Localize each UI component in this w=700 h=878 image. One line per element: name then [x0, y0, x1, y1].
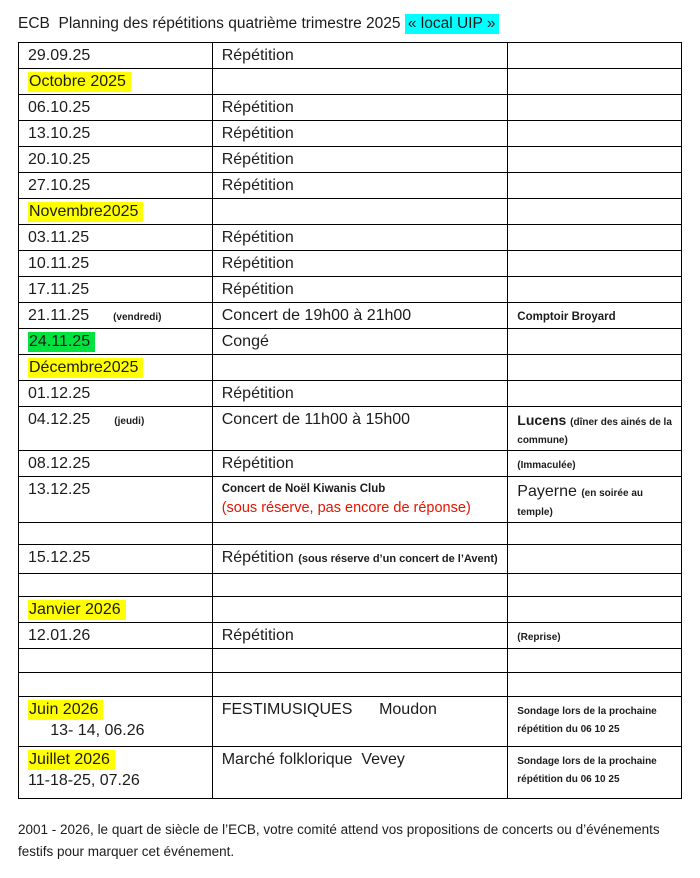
table-cell-c2 — [213, 69, 509, 95]
table-row — [19, 173, 682, 199]
table-cell-c3 — [508, 545, 682, 574]
cell-text: (Immaculée) — [517, 460, 576, 471]
cell-text: 08.12.25 — [28, 455, 91, 472]
table-cell-c2 — [213, 121, 509, 147]
table-row — [19, 381, 682, 407]
table-row — [19, 303, 682, 329]
table-cell-c2 — [213, 477, 509, 523]
table-cell-c3 — [508, 574, 682, 597]
table-row — [19, 43, 682, 69]
cell-text: Répétition — [221, 385, 294, 402]
table-cell-c3 — [508, 225, 682, 251]
cell-line — [28, 331, 206, 352]
highlighted-text: Juin 2026 — [28, 700, 103, 720]
cell-line — [28, 253, 206, 274]
cell-line — [28, 547, 206, 568]
table-cell-c2 — [213, 199, 509, 225]
table-cell-c3 — [508, 697, 682, 747]
cell-line — [222, 305, 502, 326]
cell-line — [28, 149, 206, 170]
table-cell-c3 — [508, 95, 682, 121]
table-cell-c2 — [213, 623, 509, 649]
cell-line — [222, 547, 502, 568]
cell-line — [28, 357, 206, 378]
cell-text: Répétition — [221, 229, 294, 246]
table-row — [19, 697, 682, 747]
table-cell-c2 — [213, 574, 509, 597]
table-cell-c2 — [213, 747, 509, 799]
cell-text: Concert de 11h00 à 15h00 — [221, 411, 411, 428]
table-cell-c2 — [213, 381, 509, 407]
cell-text: (vendredi) — [113, 312, 162, 323]
table-cell-c2 — [213, 407, 509, 451]
table-cell-c3 — [508, 121, 682, 147]
cell-text: 06.10.25 — [28, 99, 91, 116]
cell-text: 12.01.26 — [28, 627, 91, 644]
cell-text: 17.11.25 — [28, 281, 90, 298]
cell-line — [517, 455, 675, 473]
cell-text: Répétition — [221, 47, 294, 64]
cell-line — [28, 383, 206, 404]
table-cell-c1 — [19, 574, 213, 597]
table-cell-c2 — [213, 451, 509, 477]
table-cell-c1 — [19, 523, 213, 545]
cell-line — [517, 481, 675, 520]
cell-text: Concert de Noël Kiwanis Club — [221, 483, 386, 495]
table-cell-c3 — [508, 199, 682, 225]
table-row — [19, 649, 682, 673]
cell-line — [28, 749, 206, 770]
table-cell-c3 — [508, 147, 682, 173]
table-row — [19, 329, 682, 355]
highlighted-text: Juillet 2026 — [28, 750, 115, 770]
cell-line — [222, 97, 502, 118]
cell-line — [222, 749, 502, 770]
cell-line — [28, 123, 206, 144]
table-row — [19, 574, 682, 597]
table-row — [19, 407, 682, 451]
cell-text: 27.10.25 — [28, 177, 91, 194]
table-cell-c2 — [213, 523, 509, 545]
table-cell-c1 — [19, 225, 213, 251]
cell-text: 21.11.25 — [28, 307, 90, 324]
cell-text: (dîner des ainés de la commune) — [517, 417, 675, 446]
cell-text: 13.10.25 — [28, 125, 91, 142]
table-cell-c2 — [213, 545, 509, 574]
cell-line — [28, 479, 206, 500]
cell-text: Répétition — [221, 455, 294, 472]
table-row — [19, 69, 682, 95]
cell-text: 11-18-25, 07.26 — [28, 772, 140, 789]
table-cell-c1 — [19, 95, 213, 121]
table-cell-c1 — [19, 173, 213, 199]
highlighted-text: Janvier 2026 — [28, 600, 126, 620]
cell-line — [28, 699, 206, 720]
table-cell-c3 — [508, 173, 682, 199]
table-cell-c3 — [508, 69, 682, 95]
cell-line — [517, 627, 675, 645]
cell-text: Sondage lors de la prochaine répétition du 06 10 25 — [517, 756, 660, 785]
cell-text: 10.11.25 — [28, 255, 90, 272]
table-cell-c1 — [19, 623, 213, 649]
cell-text: (jeudi) — [114, 416, 145, 427]
cell-line — [517, 411, 675, 448]
cell-text: 13- 14, 06.26 — [28, 722, 145, 739]
cell-text: Répétition — [221, 99, 294, 116]
cell-line — [222, 175, 502, 196]
table-cell-c3 — [508, 597, 682, 623]
table-cell-c2 — [213, 597, 509, 623]
table-cell-c3 — [508, 407, 682, 451]
title-text: ECB Planning des répétitions quatrième trimestre 2025 — [18, 15, 405, 32]
table-cell-c2 — [213, 355, 509, 381]
table-cell-c1 — [19, 747, 213, 799]
table-cell-c1 — [19, 673, 213, 697]
cell-text: Répétition — [221, 151, 294, 168]
table-cell-c3 — [508, 43, 682, 69]
table-row — [19, 225, 682, 251]
table-cell-c1 — [19, 329, 213, 355]
cell-line — [28, 71, 206, 92]
table-cell-c2 — [213, 673, 509, 697]
cell-text: 03.11.25 — [28, 229, 90, 246]
cell-text: Payerne — [517, 483, 582, 500]
title-highlight-local-uip: « local UIP » — [405, 14, 500, 34]
table-cell-c3 — [508, 523, 682, 545]
cell-line — [28, 625, 206, 646]
cell-line — [222, 625, 502, 646]
cell-text: Congé — [221, 333, 269, 350]
table-cell-c3 — [508, 277, 682, 303]
table-cell-c3 — [508, 747, 682, 799]
cell-line — [222, 227, 502, 248]
table-cell-c1 — [19, 147, 213, 173]
table-cell-c2 — [213, 277, 509, 303]
table-cell-c2 — [213, 173, 509, 199]
table-cell-c2 — [213, 95, 509, 121]
table-cell-c3 — [508, 623, 682, 649]
cell-text: FESTIMUSIQUES Moudon — [221, 701, 437, 718]
cell-text: Répétition — [221, 549, 299, 566]
cell-line — [28, 720, 206, 741]
cell-line — [222, 409, 502, 430]
table-cell-c1 — [19, 199, 213, 225]
table-cell-c3 — [508, 251, 682, 277]
cell-line — [222, 331, 502, 352]
table-cell-c3 — [508, 673, 682, 697]
cell-text: Marché folklorique Vevey — [221, 751, 405, 768]
table-cell-c1 — [19, 121, 213, 147]
cell-text: Lucens — [517, 412, 571, 428]
cell-text: 13.12.25 — [28, 481, 91, 498]
cell-line — [28, 201, 206, 222]
cell-text: Répétition — [221, 177, 294, 194]
cell-text: (sous réserve d’un concert de l’Avent) — [298, 553, 498, 565]
cell-line — [28, 599, 206, 620]
table-row — [19, 747, 682, 799]
highlighted-text: Octobre 2025 — [28, 72, 131, 92]
planning-table — [18, 42, 682, 799]
cell-line — [222, 279, 502, 300]
cell-line — [222, 479, 502, 498]
table-cell-c3 — [508, 303, 682, 329]
cell-text: (sous réserve, pas encore de réponse) — [221, 500, 471, 516]
cell-line — [517, 701, 675, 737]
cell-line — [517, 751, 675, 787]
table-row — [19, 251, 682, 277]
table-cell-c2 — [213, 303, 509, 329]
table-cell-c1 — [19, 303, 213, 329]
cell-line — [222, 253, 502, 274]
cell-text: Répétition — [221, 281, 294, 298]
table-row — [19, 121, 682, 147]
table-row — [19, 545, 682, 574]
cell-line — [28, 409, 206, 430]
table-cell-c1 — [19, 407, 213, 451]
table-cell-c2 — [213, 147, 509, 173]
table-cell-c2 — [213, 649, 509, 673]
cell-line — [222, 383, 502, 404]
table-row — [19, 355, 682, 381]
cell-text: Répétition — [221, 125, 294, 142]
highlighted-text: 24.11.25 — [28, 332, 95, 352]
cell-text: Sondage lors de la prochaine répétition du 06 10 25 — [517, 706, 660, 735]
cell-text: Concert de 19h00 à 21h00 — [221, 307, 412, 324]
cell-text: Répétition — [221, 255, 294, 272]
cell-text: 29.09.25 — [28, 47, 91, 64]
table-row — [19, 673, 682, 697]
cell-text: 01.12.25 — [28, 385, 91, 402]
table-row — [19, 523, 682, 545]
table-row — [19, 199, 682, 225]
table-cell-c1 — [19, 251, 213, 277]
table-cell-c2 — [213, 225, 509, 251]
table-cell-c1 — [19, 277, 213, 303]
cell-line — [222, 149, 502, 170]
cell-line — [28, 45, 206, 66]
table-row — [19, 451, 682, 477]
cell-text: (en soirée au temple) — [517, 488, 646, 518]
cell-text: Comptoir Broyard — [517, 311, 616, 323]
cell-line — [222, 699, 502, 720]
cell-line — [28, 305, 206, 326]
cell-text: 04.12.25 — [28, 411, 91, 428]
cell-text: Répétition — [221, 627, 294, 644]
table-cell-c1 — [19, 597, 213, 623]
table-cell-c2 — [213, 43, 509, 69]
table-row — [19, 623, 682, 649]
highlighted-text: Décembre2025 — [28, 358, 143, 378]
cell-text: 15.12.25 — [28, 549, 91, 566]
highlighted-text: Novembre2025 — [28, 202, 143, 222]
table-cell-c1 — [19, 451, 213, 477]
cell-line — [28, 175, 206, 196]
table-cell-c3 — [508, 649, 682, 673]
cell-line — [28, 97, 206, 118]
cell-text: (Reprise) — [517, 632, 561, 643]
table-cell-c1 — [19, 43, 213, 69]
table-cell-c1 — [19, 69, 213, 95]
footer-note: 2001 - 2026, le quart de siècle de l’ECB, votre comité attend vos propositions de concerts ou d’événements festifs pour marquer cet événement. — [18, 822, 660, 859]
table-row — [19, 277, 682, 303]
cell-line — [222, 453, 502, 474]
table-row — [19, 597, 682, 623]
table-cell-c1 — [19, 697, 213, 747]
table-cell-c1 — [19, 381, 213, 407]
table-row — [19, 147, 682, 173]
page-title — [0, 0, 700, 33]
cell-line — [222, 498, 502, 519]
table-cell-c3 — [508, 381, 682, 407]
table-row — [19, 95, 682, 121]
table-cell-c3 — [508, 329, 682, 355]
table-cell-c1 — [19, 355, 213, 381]
cell-line — [28, 453, 206, 474]
table-cell-c2 — [213, 251, 509, 277]
table-cell-c1 — [19, 477, 213, 523]
table-cell-c1 — [19, 649, 213, 673]
cell-line — [517, 307, 675, 326]
cell-line — [222, 123, 502, 144]
cell-line — [28, 227, 206, 248]
table-cell-c3 — [508, 355, 682, 381]
table-cell-c2 — [213, 329, 509, 355]
cell-line — [28, 770, 206, 791]
table-cell-c2 — [213, 697, 509, 747]
table-cell-c3 — [508, 477, 682, 523]
cell-line — [28, 279, 206, 300]
cell-text: 20.10.25 — [28, 151, 91, 168]
table-cell-c3 — [508, 451, 682, 477]
cell-line — [222, 45, 502, 66]
table-cell-c1 — [19, 545, 213, 574]
table-row — [19, 477, 682, 523]
